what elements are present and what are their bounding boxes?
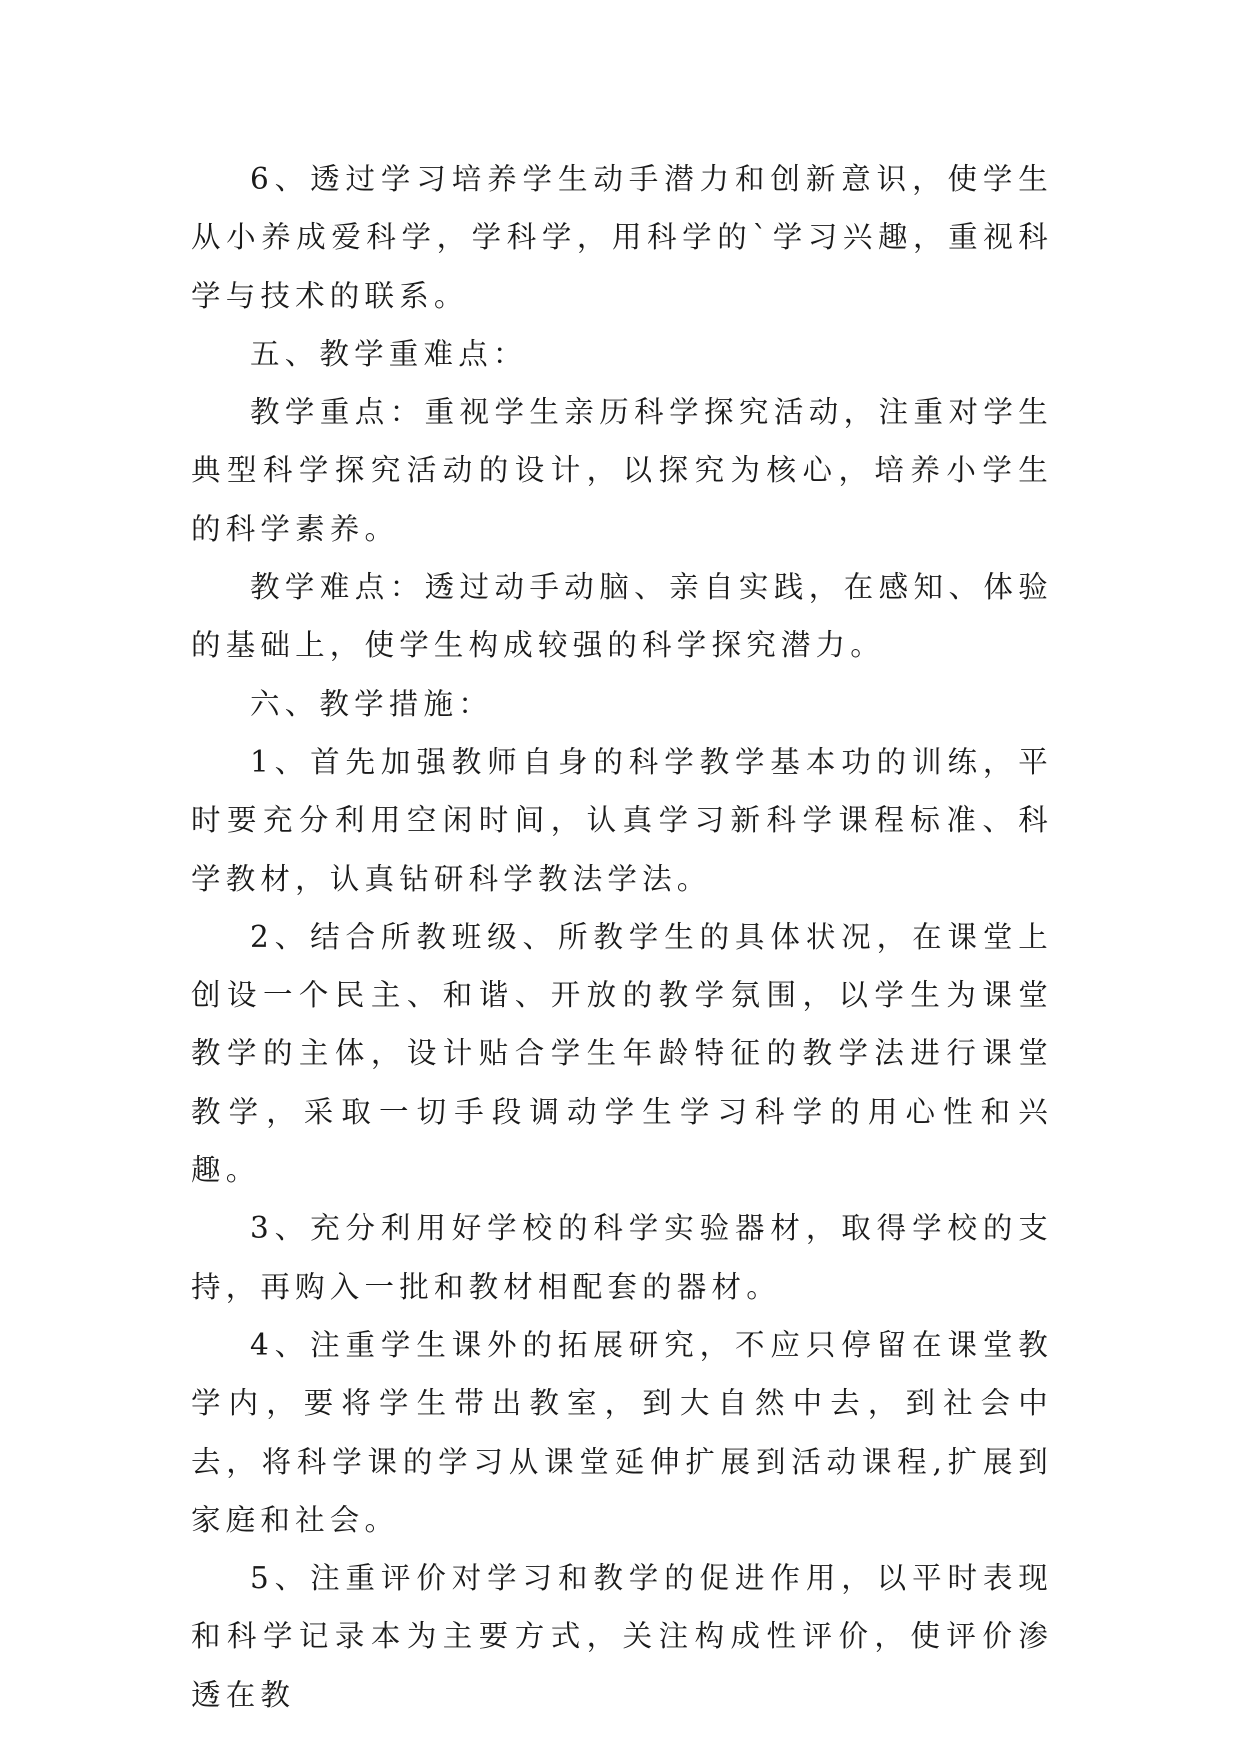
paragraph-measure-2: 2、结合所教班级、所教学生的具体状况，在课堂上创设一个民主、和谐、开放的教学氛围，以学生为课堂教学的主体，设计贴合学生年龄特征的教学法进行课堂教学，采取一切手段调动学生学习科学的用心性和兴趣。 <box>191 919 1053 1188</box>
section-heading-measures: 六、教学措施： <box>250 686 493 721</box>
paragraph-measure-4: 4、注重学生课外的拓展研究，不应只停留在课堂教学内，要将学生带出教室，到大自然中去，到社会中去，将科学课的学习从课堂延伸扩展到活动课程,扩展到家庭和社会。 <box>191 1327 1053 1537</box>
paragraph-goal-6: 6、透过学习培养学生动手潜力和创新意识，使学生从小养成爱科学，学科学，用科学的`学习兴趣，重视科学与技术的联系。 <box>191 162 1053 313</box>
document-body <box>191 150 1053 1724</box>
paragraph-measure-3: 3、充分利用好学校的科学实验器材，取得学校的支持，再购入一批和教材相配套的器材。 <box>191 1211 1053 1304</box>
paragraph-measure-5: 5、注重评价对学习和教学的促进作用，以平时表现和科学记录本为主要方式，关注构成性评价，使评价渗透在教 <box>191 1561 1053 1712</box>
section-heading-key-points: 五、教学重难点： <box>250 336 528 371</box>
paragraph-teaching-difficulty: 教学难点：透过动手动脑、亲自实践，在感知、体验的基础上，使学生构成较强的科学探究潜力。 <box>191 570 1053 663</box>
paragraph-measure-1: 1、首先加强教师自身的科学教学基本功的训练，平时要充分利用空闲时间，认真学习新科学课程标准、科学教材，认真钻研科学教法学法。 <box>191 744 1053 896</box>
paragraph-teaching-focus: 教学重点：重视学生亲历科学探究活动，注重对学生典型科学探究活动的设计，以探究为核心，培养小学生的科学素养。 <box>191 395 1053 546</box>
